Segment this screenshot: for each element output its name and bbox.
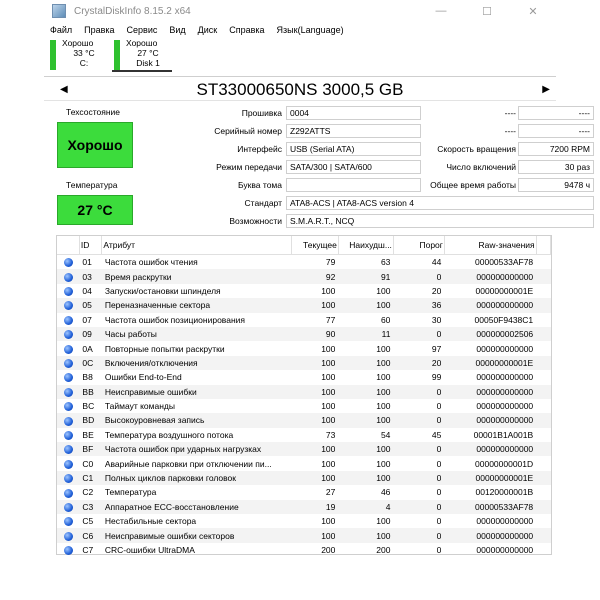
status-dot-icon [64, 359, 73, 368]
standard-field: ATA8-ACS | ATA8-ACS version 4 [286, 196, 594, 210]
worst-cell: 100 [338, 528, 393, 542]
current-cell: 73 [325, 429, 336, 440]
smart-table [57, 236, 551, 557]
status-dot-icon [64, 489, 73, 498]
threshold-cell: 0 [393, 442, 444, 456]
raw-value-cell: 000000000000 [476, 545, 534, 555]
status-cell [57, 284, 79, 298]
status-dot-icon [64, 330, 73, 339]
raw-value-cell: 00120000001B [475, 487, 534, 498]
worst-cell: 200 [376, 545, 391, 555]
status-dot-icon [64, 316, 73, 325]
app-window [44, 0, 590, 600]
status-cell [57, 356, 79, 370]
table-row[interactable] [57, 413, 551, 427]
status-dot-icon [64, 474, 73, 483]
disk-status: Хорошо [126, 38, 158, 48]
raw-value-cell: 000000000000 [444, 413, 536, 427]
current-cell: 100 [291, 356, 338, 370]
attribute-cell: Переназначенные сектора [102, 298, 292, 312]
threshold-cell: 0 [393, 413, 444, 427]
filler-cell [536, 485, 550, 499]
app-icon [52, 4, 66, 18]
status-dot-icon [64, 301, 73, 310]
filler-cell [536, 514, 550, 528]
current-cell: 92 [291, 269, 338, 283]
id-cell: 03 [79, 269, 101, 283]
status-dot-icon [64, 445, 73, 454]
disk-name: Disk 1 [136, 58, 160, 68]
raw-value-cell: 000000000000 [444, 298, 536, 312]
filler-cell [536, 298, 550, 312]
threshold-cell: 36 [393, 298, 444, 312]
status-cell [57, 385, 79, 399]
id-cell: C7 [82, 545, 94, 555]
status-dot-icon [64, 273, 73, 282]
close-button[interactable]: ✕ [528, 5, 538, 18]
power-count-label: Число включений [446, 162, 516, 172]
rotation-label: Скорость вращения [437, 144, 516, 154]
threshold-cell: 0 [393, 500, 444, 514]
menu-bar [44, 22, 556, 38]
threshold-cell: 0 [393, 327, 444, 341]
reserved-field-1: ---- [518, 106, 594, 120]
raw-value-cell: 000000000000 [476, 343, 534, 354]
filler-cell [536, 500, 550, 514]
id-cell: B8 [82, 372, 93, 383]
raw-value-cell: 000000000000 [444, 269, 536, 283]
attribute-cell: Температура [104, 487, 157, 498]
disk-model: ST33000650NS 3000,5 GB [196, 80, 404, 99]
filler-cell [536, 284, 550, 298]
id-cell: C0 [82, 458, 94, 469]
worst-cell: 11 [338, 327, 393, 341]
id-cell: BE [82, 429, 94, 440]
worst-cell: 100 [376, 372, 391, 383]
volume-label: Буква тома [238, 180, 282, 190]
power-count-field: 30 раз [518, 160, 594, 174]
raw-value-cell: 000000000000 [444, 528, 536, 542]
table-row[interactable] [57, 298, 551, 312]
status-dot-icon [64, 417, 73, 426]
worst-column-header[interactable]: Наихудш... [338, 236, 393, 255]
health-status-button[interactable]: Хорошо [57, 122, 133, 168]
status-cell [57, 413, 79, 427]
raw-value-cell: 00000000001E [444, 471, 536, 485]
status-cell [57, 298, 79, 312]
threshold-cell: 0 [393, 269, 444, 283]
id-cell: C6 [79, 528, 101, 542]
threshold-cell: 0 [436, 458, 442, 469]
id-cell: BB [79, 385, 101, 399]
attribute-column-header[interactable]: Атрибут [102, 236, 292, 255]
threshold-cell: 20 [393, 356, 444, 370]
smart-table-body [57, 255, 551, 558]
id-cell: BF [79, 442, 101, 456]
menu-disk[interactable]: Диск [197, 25, 218, 35]
table-row[interactable] [57, 528, 551, 542]
id-cell: BC [82, 401, 95, 412]
current-cell: 100 [321, 343, 336, 354]
filler-cell [536, 370, 550, 384]
id-cell: C3 [79, 500, 101, 514]
id-cell: 07 [82, 314, 92, 325]
firmware-field: 0004 [286, 106, 421, 120]
status-cell [57, 514, 79, 528]
threshold-cell: 0 [436, 401, 442, 412]
status-dot-icon [64, 460, 73, 469]
window-title: CrystalDiskInfo 8.15.2 x64 [74, 5, 191, 17]
attribute-cell: Таймаут команды [104, 401, 175, 412]
id-cell: 01 [82, 257, 92, 268]
status-cell [57, 528, 79, 542]
status-dot-icon [64, 287, 73, 296]
status-cell [57, 327, 79, 341]
attribute-cell: Неисправимые ошибки [102, 385, 292, 399]
raw-value-cell: 00001B1A001B [473, 429, 534, 440]
status-dot-icon [64, 402, 73, 411]
title-bar [44, 0, 556, 22]
menu-language[interactable]: Язык(Language) [276, 25, 344, 35]
status-dot-icon [64, 503, 73, 512]
table-row[interactable] [57, 370, 551, 384]
status-dot-icon [64, 532, 73, 541]
table-row[interactable] [57, 442, 551, 456]
worst-cell: 54 [380, 429, 391, 440]
interface-field: USB (Serial ATA) [286, 142, 421, 156]
attribute-cell: Повторные попытки раскрутки [104, 343, 225, 354]
status-dot-icon [64, 373, 73, 382]
raw-value-cell: 00000533AF78 [475, 257, 534, 268]
id-cell: 0A [82, 343, 93, 354]
threshold-cell: 0 [393, 528, 444, 542]
raw-value-cell: 000000002506 [444, 327, 536, 341]
status-cell [57, 399, 79, 413]
status-cell [57, 255, 79, 270]
filler-cell [536, 385, 550, 399]
serial-label: Серийный номер [214, 126, 282, 136]
raw-value-cell: 00000533AF78 [444, 500, 536, 514]
threshold-cell: 0 [393, 471, 444, 485]
worst-cell: 100 [376, 343, 391, 354]
table-row[interactable] [57, 341, 551, 355]
filler-cell [536, 356, 550, 370]
status-cell [57, 428, 79, 442]
interface-label: Интерфейс [237, 144, 282, 154]
current-cell: 100 [291, 471, 338, 485]
id-cell: C5 [82, 516, 94, 527]
attribute-cell: Аварийные парковки при отключении пи... [104, 458, 272, 469]
attribute-cell: CRC-ошибки UltraDMA [104, 545, 195, 555]
serial-field: Z292ATTS [286, 124, 421, 138]
current-cell: 100 [321, 401, 336, 412]
window-bottom [44, 555, 556, 600]
worst-cell: 46 [380, 487, 391, 498]
attribute-cell: Полных циклов парковки головок [102, 471, 292, 485]
raw-value-cell: 00000000001D [475, 458, 534, 469]
smart-table-panel [56, 235, 552, 555]
id-cell: 04 [82, 285, 92, 296]
disk-status: Хорошо [62, 38, 94, 48]
reserved-label-2: ---- [504, 126, 516, 136]
minimize-button[interactable]: — [435, 5, 447, 17]
threshold-cell: 0 [436, 545, 442, 555]
features-field: S.M.A.R.T., NCQ [286, 214, 594, 228]
disk-temp: 27 °C [137, 48, 159, 58]
temperature-value[interactable]: 27 °C [57, 195, 133, 225]
current-cell: 90 [291, 327, 338, 341]
attribute-cell: Высокоуровневая запись [102, 413, 292, 427]
table-row[interactable] [57, 269, 551, 283]
current-cell: 77 [325, 314, 336, 325]
menu-help[interactable]: Справка [229, 25, 265, 35]
table-row[interactable] [57, 485, 551, 499]
worst-cell: 100 [338, 385, 393, 399]
worst-cell: 60 [380, 314, 391, 325]
threshold-column-header[interactable]: Порог [393, 236, 444, 255]
current-cell: 200 [321, 545, 336, 555]
status-dot-icon [64, 258, 73, 267]
current-cell: 100 [291, 298, 338, 312]
menu-edit[interactable]: Правка [84, 25, 115, 35]
threshold-cell: 0 [393, 385, 444, 399]
worst-cell: 100 [376, 458, 391, 469]
filler-cell [536, 255, 550, 270]
threshold-cell: 45 [431, 429, 442, 440]
worst-cell: 100 [338, 413, 393, 427]
attribute-cell: Запуски/остановки шпинделя [104, 285, 221, 296]
current-column-header[interactable]: Текущее [291, 236, 338, 255]
filler-cell [536, 413, 550, 427]
table-row[interactable] [57, 385, 551, 399]
id-cell: 05 [79, 298, 101, 312]
current-cell: 19 [291, 500, 338, 514]
threshold-cell: 99 [431, 372, 442, 383]
current-cell: 100 [291, 385, 338, 399]
power-hours-field: 9478 ч [518, 178, 594, 192]
health-label: Техсостояние [66, 107, 121, 117]
menu-file[interactable]: Файл [50, 25, 73, 35]
attribute-cell: Время раскрутки [102, 269, 292, 283]
reserved-field-2: ---- [518, 124, 594, 138]
current-cell: 100 [321, 372, 336, 383]
worst-cell: 100 [338, 442, 393, 456]
status-dot-icon [64, 345, 73, 354]
rotation-field: 7200 RPM [518, 142, 594, 156]
raw-value-cell: 00050F9438C1 [474, 314, 534, 325]
table-row[interactable] [57, 456, 551, 470]
current-cell: 27 [325, 487, 336, 498]
current-cell: 79 [325, 257, 336, 268]
features-label: Возможности [229, 216, 282, 226]
filler-cell [536, 341, 550, 355]
disk-name: C: [79, 58, 89, 68]
raw-column-header[interactable]: Raw-значения [444, 236, 536, 255]
threshold-cell: 0 [436, 516, 442, 527]
table-row[interactable] [57, 428, 551, 442]
filler-cell [536, 471, 550, 485]
table-row[interactable] [57, 356, 551, 370]
health-indicator [50, 40, 56, 70]
status-column-header [57, 236, 79, 255]
status-cell [57, 269, 79, 283]
current-cell: 100 [321, 516, 336, 527]
id-cell: BD [79, 413, 101, 427]
threshold-cell: 97 [431, 343, 442, 354]
next-disk-button[interactable]: ▶ [542, 84, 550, 95]
current-cell: 100 [321, 458, 336, 469]
worst-cell: 100 [338, 298, 393, 312]
disk-temp: 33 °C [73, 48, 95, 58]
status-dot-icon [64, 546, 73, 555]
attribute-cell: Неисправимые ошибки секторов [102, 528, 292, 542]
id-column-header[interactable]: ID [79, 236, 101, 255]
status-cell [57, 471, 79, 485]
table-row[interactable] [57, 514, 551, 528]
attribute-cell: Частота ошибок чтения [104, 257, 198, 268]
smart-header-row [57, 236, 551, 255]
worst-cell: 100 [376, 285, 391, 296]
table-row[interactable] [57, 313, 551, 327]
threshold-cell: 30 [431, 314, 442, 325]
filler-cell [536, 428, 550, 442]
filler-cell [536, 442, 550, 456]
current-cell: 100 [291, 413, 338, 427]
raw-value-cell: 000000000000 [476, 401, 534, 412]
menu-view[interactable]: Вид [169, 25, 186, 35]
raw-value-cell: 00000000001E [444, 356, 536, 370]
raw-value-cell: 000000000000 [444, 385, 536, 399]
status-cell [57, 500, 79, 514]
prev-disk-button[interactable]: ◀ [60, 84, 68, 95]
filler-cell [536, 313, 550, 327]
worst-cell: 4 [338, 500, 393, 514]
attribute-cell: Частота ошибок при ударных нагрузках [102, 442, 292, 456]
filler-cell [536, 269, 550, 283]
status-cell [57, 313, 79, 327]
filler-cell [536, 327, 550, 341]
temperature-label: Температура [66, 180, 118, 190]
worst-cell: 100 [338, 356, 393, 370]
power-hours-label: Общее время работы [430, 180, 516, 190]
worst-cell: 100 [376, 401, 391, 412]
firmware-label: Прошивка [241, 108, 282, 118]
current-cell: 100 [291, 528, 338, 542]
threshold-cell: 44 [431, 257, 442, 268]
filler-cell [536, 456, 550, 470]
threshold-cell: 0 [436, 487, 442, 498]
table-row[interactable] [57, 500, 551, 514]
attribute-cell: Включения/отключения [102, 356, 292, 370]
raw-value-cell: 000000000000 [476, 372, 534, 383]
table-row[interactable] [57, 284, 551, 298]
table-row[interactable] [57, 471, 551, 485]
health-indicator [114, 40, 120, 70]
attribute-cell: Нестабильные сектора [104, 516, 197, 527]
threshold-cell: 20 [431, 285, 442, 296]
maximize-button[interactable]: ☐ [482, 5, 492, 18]
filler-cell [536, 528, 550, 542]
filler-column-header [536, 236, 550, 255]
status-dot-icon [64, 431, 73, 440]
status-cell [57, 370, 79, 384]
disk-tab-disk1[interactable] [112, 38, 172, 72]
attribute-cell: Частота ошибок позиционирования [104, 314, 245, 325]
table-row[interactable] [57, 399, 551, 413]
raw-value-cell: 000000000000 [444, 442, 536, 456]
table-row[interactable] [57, 327, 551, 341]
worst-cell: 100 [338, 471, 393, 485]
reserved-label-1: ---- [504, 108, 516, 118]
volume-field [286, 178, 421, 192]
current-cell: 100 [321, 285, 336, 296]
disk-tab-c[interactable] [48, 38, 108, 72]
status-cell [57, 456, 79, 470]
worst-cell: 91 [338, 269, 393, 283]
raw-value-cell: 000000000000 [476, 516, 534, 527]
transfer-mode-field: SATA/300 | SATA/600 [286, 160, 421, 174]
id-cell: 0C [79, 356, 101, 370]
worst-cell: 63 [380, 257, 391, 268]
current-cell: 100 [291, 442, 338, 456]
status-dot-icon [64, 388, 73, 397]
menu-service[interactable]: Сервис [126, 25, 158, 35]
attribute-cell: Аппаратное ECC-восстановление [102, 500, 292, 514]
transfer-mode-label: Режим передачи [216, 162, 282, 172]
disk-selector [44, 38, 556, 77]
id-cell: 09 [79, 327, 101, 341]
status-dot-icon [64, 517, 73, 526]
standard-label: Стандарт [244, 198, 282, 208]
status-cell [57, 442, 79, 456]
table-row[interactable] [57, 255, 551, 270]
status-cell [57, 485, 79, 499]
attribute-cell: Ошибки End-to-End [104, 372, 182, 383]
status-cell [57, 341, 79, 355]
divider [44, 100, 556, 101]
id-cell: C1 [79, 471, 101, 485]
filler-cell [536, 399, 550, 413]
id-cell: C2 [82, 487, 94, 498]
attribute-cell: Температура воздушного потока [104, 429, 234, 440]
attribute-cell: Часы работы [102, 327, 292, 341]
raw-value-cell: 00000000001E [475, 285, 534, 296]
worst-cell: 100 [376, 516, 391, 527]
